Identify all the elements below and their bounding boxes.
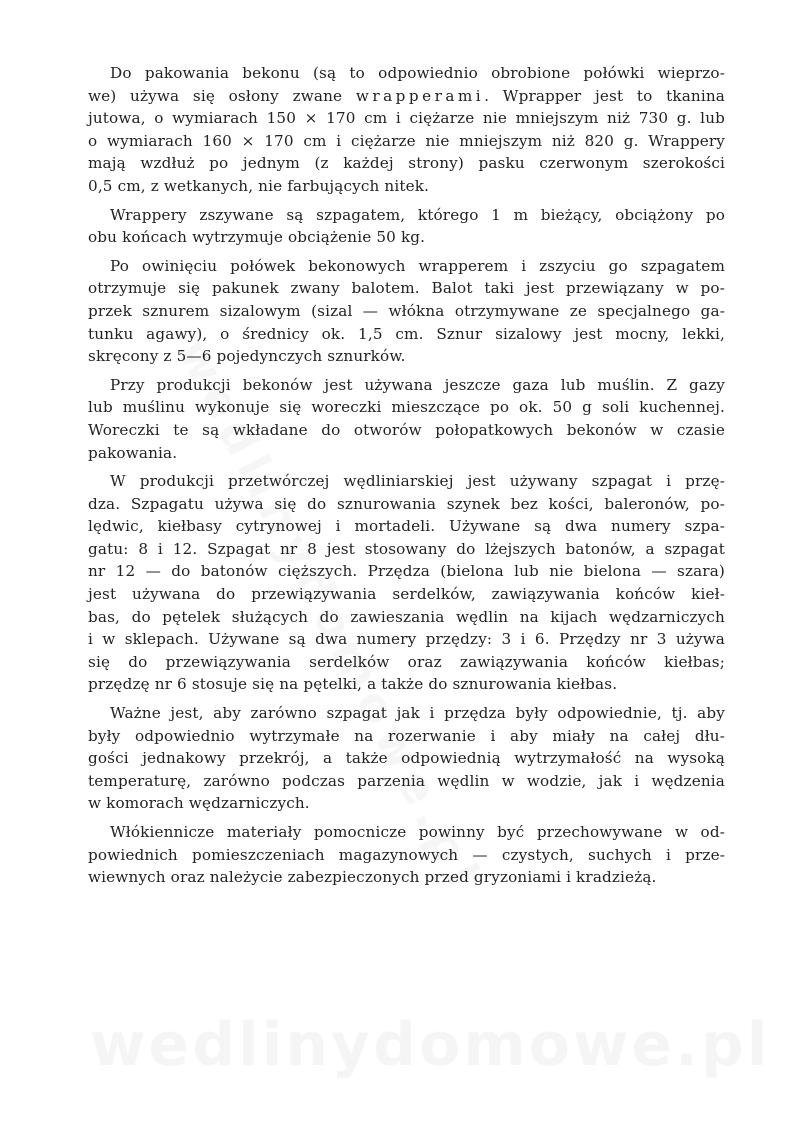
text-line: Przy produkcji bekonów jest używana jeszcze gaza lub muślin. Z gazy <box>110 375 725 394</box>
text-line: pakowania. <box>88 443 178 462</box>
text-line: we) używa się osłony zwane wrapperami. Wprapper jest to tkanina <box>88 86 725 105</box>
paragraph <box>88 821 725 889</box>
text-line: otrzymuje się pakunek zwany balotem. Balot taki jest przewiązany w po- <box>88 279 725 298</box>
paragraph <box>88 374 725 464</box>
text-line: bas, do pętelek służących do zawieszania wędlin na kijach wędzarniczych <box>88 607 725 626</box>
text-line: gatu: 8 i 12. Szpagat nr 8 jest stosowany do lżejszych batonów, a szpagat <box>88 539 725 558</box>
text-line: przek sznurem sizalowym (sizal — włókna otrzymywane ze specjalnego ga- <box>88 301 725 320</box>
text-line: Włókiennicze materiały pomocnicze powinny być przechowywane w od- <box>110 823 725 841</box>
text-line: skręcony z 5—6 pojedynczych sznurków. <box>88 347 406 366</box>
text-line: Do pakowania bekonu (są to odpowiednio obrobione połówki wieprzo- <box>110 64 725 82</box>
text-line: gości jednakowy przekrój, a także odpowiednią wytrzymałość na wysoką <box>88 749 725 768</box>
paragraph <box>88 702 725 815</box>
text-line: W produkcji przetwórczej wędliniarskiej jest używany szpagat i przę- <box>110 472 725 491</box>
text-line: lędwic, kiełbasy cytrynowej i mortadeli. Używane są dwa numery szpa- <box>88 517 725 536</box>
text-line: obu końcach wytrzymuje obciążenie 50 kg. <box>88 228 426 247</box>
paragraph <box>88 470 725 696</box>
text-line: przędzę nr 6 stosuje się na pętelki, a także do sznurowania kiełbas. <box>88 675 618 694</box>
text-line: w komorach wędzarniczych. <box>88 794 310 813</box>
text-line: o wymiarach 160 × 170 cm i ciężarze nie mniejszym niż 820 g. Wrappery <box>88 131 725 150</box>
text-line: powiednich pomieszczeniach magazynowych — czystych, suchych i prze- <box>88 845 725 864</box>
bottom-watermark <box>90 1010 720 1080</box>
paragraph <box>88 62 725 198</box>
paragraph <box>88 255 725 368</box>
text-line: były odpowiednio wytrzymałe na rozerwanie i aby miały na całej dłu- <box>88 726 725 745</box>
text-line: dza. Szpagatu używa się do sznurowania szynek bez kości, baleronów, po- <box>88 494 725 513</box>
text-line: Po owinięciu połówek bekonowych wrapperem i zszyciu go szpagatem <box>110 256 725 275</box>
text-line: 0,5 cm, z wetkanych, nie farbujących nitek. <box>88 176 430 195</box>
text-line: jutowa, o wymiarach 150 × 170 cm i ciężarze nie mniejszym niż 730 g. lub <box>88 109 725 128</box>
text-line: temperaturę, zarówno podczas parzenia wędlin w wodzie, jak i wędzenia <box>88 771 725 790</box>
text-line: tunku agawy), o średnicy ok. 1,5 cm. Sznur sizalowy jest mocny, lekki, <box>88 324 725 343</box>
text-line: nr 12 — do batonów cięższych. Przędza (bielona lub nie bielona — szara) <box>88 562 725 581</box>
paragraph <box>88 204 725 249</box>
text-line: Wrappery zszywane są szpagatem, którego 1 m bieżący, obciążony po <box>110 205 725 224</box>
text-line: lub muślinu wykonuje się woreczki mieszczące po ok. 50 g soli kuchennej. <box>88 398 725 417</box>
text-line: mają wzdłuż po jednym (z każdej strony) pasku czerwonym szerokości <box>88 154 725 173</box>
text-line: się do przewiązywania serdelków oraz zawiązywania końców kiełbas; <box>88 652 725 671</box>
emphasized-term: wrapperami <box>355 86 485 105</box>
document-page <box>88 62 725 895</box>
text-line: jest używana do przewiązywania serdelków, zawiązywania końców kieł- <box>88 585 725 604</box>
text-line: i w sklepach. Używane są dwa numery przędzy: 3 i 6. Przędzy nr 3 używa <box>88 630 725 649</box>
text-line: Ważne jest, aby zarówno szpagat jak i przędza były odpowiednie, tj. aby <box>110 704 725 723</box>
text-line: Woreczki te są wkładane do otworów połopatkowych bekonów w czasie <box>88 420 725 439</box>
text-line: wiewnych oraz należycie zabezpieczonych przed gryzoniami i kradzieżą. <box>88 868 657 887</box>
